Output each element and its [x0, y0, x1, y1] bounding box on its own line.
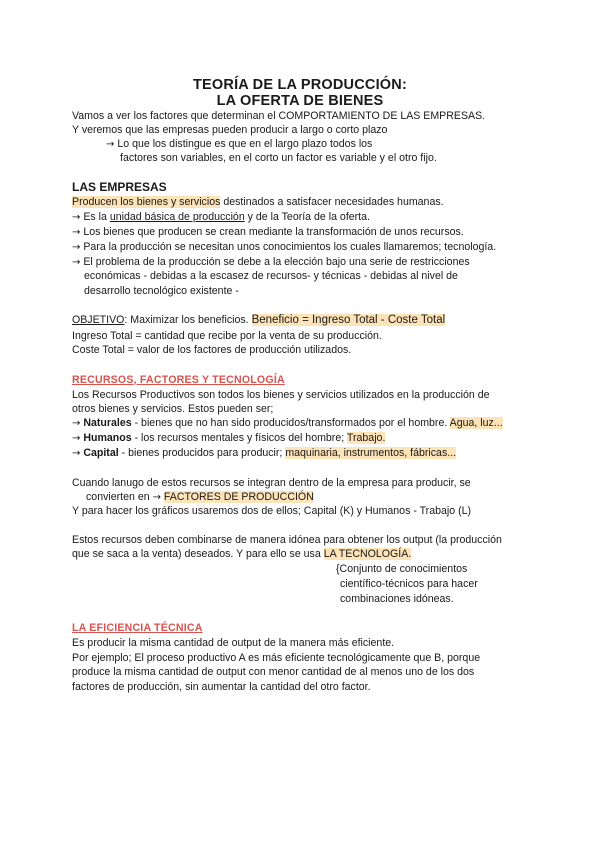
eficiencia-line: Por ejemplo; El proceso productivo A es más eficiente tecnológicamente que B, porque [72, 652, 481, 664]
empresas-line [72, 211, 370, 224]
empresas-line: desarrollo tecnológico existente - [84, 285, 239, 297]
recursos-line: Y para hacer los gráficos usaremos dos de ellos; Capital (K) y Humanos - Trabajo (L) [72, 505, 472, 517]
objetivo-line [72, 314, 445, 327]
highlight: FACTORES DE PRODUCCIÓN [163, 491, 314, 503]
text: - bienes que no han sido producidos/transformados por el hombre. [131, 417, 450, 429]
text: El problema de la producción se debe a la elección bajo una serie de restricciones [83, 256, 470, 268]
highlight: Producen los bienes y servicios [72, 196, 221, 208]
formula-highlight: Beneficio = Ingreso Total - Coste Total [251, 314, 446, 326]
text: Para la producción se necesitan unos conocimientos los cuales llamaremos; tecnología. [83, 241, 497, 253]
text: y de la Teoría de la oferta. [244, 211, 370, 223]
term: Humanos [83, 432, 132, 444]
objetivo-line: Ingreso Total = cantidad que recibe por la venta de su producción. [72, 330, 382, 342]
eficiencia-line: factores de producción, sin aumentar la cantidad del otro factor. [72, 681, 371, 693]
text: : Maximizar los beneficios. [124, 314, 252, 326]
arrow-icon: → [72, 418, 81, 429]
intro-line: Y veremos que las empresas pueden producir a largo o corto plazo [72, 124, 388, 136]
intro-line: factores son variables, en el corto un factor es variable y el otro fijo. [120, 152, 437, 164]
arrow-icon: → [72, 212, 81, 223]
empresas-line [72, 241, 496, 254]
highlight: maquinaria, instrumentos, fábricas... [285, 447, 457, 459]
empresas-line [72, 226, 464, 239]
intro-line: Vamos a ver los factores que determinan el COMPORTAMIENTO DE LAS EMPRESAS. [72, 110, 486, 122]
empresas-line: económicas - debidas a la escasez de recursos- y técnicas - debidas al nivel de [84, 270, 458, 282]
text: Los bienes que producen se crean mediante la transformación de unos recursos. [83, 226, 464, 238]
tecnologia-note: científico-técnicos para hacer [340, 578, 478, 590]
text: Es la [83, 211, 110, 223]
arrow-icon: → [106, 139, 115, 150]
recursos-line: Los Recursos Productivos son todos los bienes y servicios utilizados en la producción de [72, 389, 490, 401]
term: Naturales [83, 417, 132, 429]
objetivo-line: Coste Total = valor de los factores de producción utilizados. [72, 344, 352, 356]
empresas-line [72, 196, 444, 209]
text: destinados a satisfacer necesidades humanas. [220, 196, 444, 208]
recursos-line: Estos recursos deben combinarse de manera idónea para obtener los output (la producción [72, 534, 502, 546]
objetivo-label: OBJETIVO [72, 314, 125, 326]
arrow-icon: → [72, 227, 81, 238]
arrow-icon: → [72, 242, 81, 253]
arrow-icon: → [72, 433, 81, 444]
recursos-line: otros bienes y servicios. Estos pueden ser; [72, 403, 274, 415]
text: - bienes producidos para producir; [118, 447, 286, 459]
highlight: Agua, luz... [449, 417, 503, 429]
text: - los recursos mentales y físicos del hombre; [131, 432, 347, 444]
intro-text: Lo que los distingue es que en el largo plazo todos los [117, 138, 373, 150]
intro-line [106, 138, 372, 151]
recursos-line [72, 548, 411, 561]
recursos-item-humanos [72, 432, 385, 445]
section-heading-eficiencia: LA EFICIENCIA TÉCNICA [72, 622, 203, 634]
text: convierten en [86, 491, 153, 503]
recursos-line [86, 491, 314, 504]
text: que se saca a la venta) deseados. Y para ello se usa [72, 548, 324, 560]
recursos-line: Cuando lanugo de estos recursos se integran dentro de la empresa para producir, se [72, 477, 471, 489]
document-title-line1: TEORÍA DE LA PRODUCCIÓN: [193, 77, 407, 93]
empresas-line [72, 256, 470, 269]
arrow-icon: → [72, 257, 81, 268]
document-title-line2: LA OFERTA DE BIENES [216, 93, 384, 109]
highlight: Trabajo. [346, 432, 386, 444]
recursos-item-capital [72, 447, 456, 460]
recursos-item-naturales [72, 417, 503, 430]
eficiencia-line: produce la misma cantidad de output con menor cantidad de al menos uno de los dos [72, 666, 475, 678]
section-heading-recursos: RECURSOS, FACTORES Y TECNOLOGÍA [72, 374, 285, 386]
eficiencia-line: Es producir la misma cantidad de output de la manera más eficiente. [72, 637, 395, 649]
arrow-icon: → [152, 492, 161, 503]
arrow-icon: → [72, 448, 81, 459]
underlined-term: unidad básica de producción [109, 211, 245, 223]
term: Capital [83, 447, 119, 459]
tecnologia-note: combinaciones idóneas. [340, 593, 454, 605]
tecnologia-note: {Conjunto de conocimientos [336, 563, 468, 575]
highlight: LA TECNOLOGÍA. [323, 548, 412, 560]
section-heading-empresas: LAS EMPRESAS [72, 180, 167, 194]
